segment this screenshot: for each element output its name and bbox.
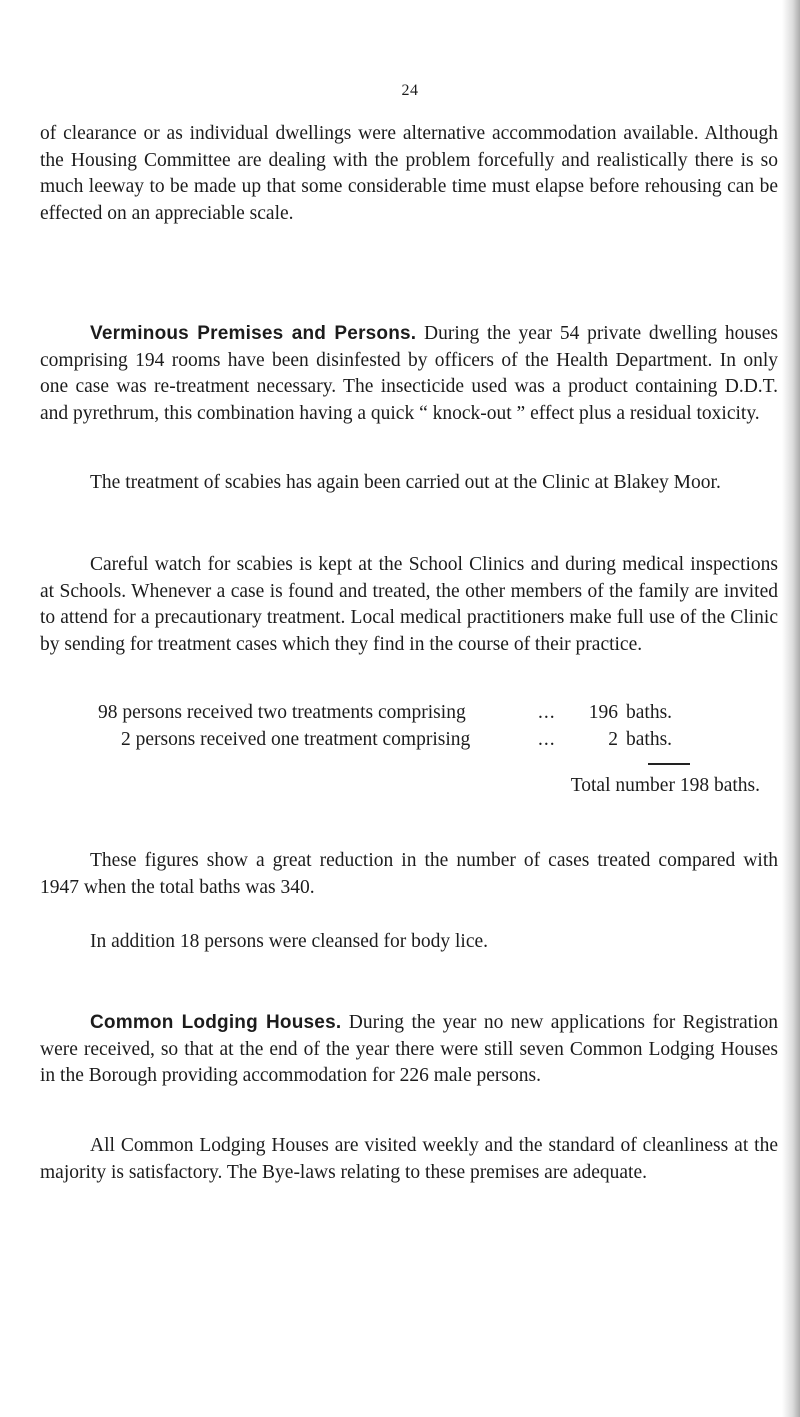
total-baths: Total number 198 baths. [570,775,760,796]
bath-row-unit: baths. [626,729,673,750]
bath-row-description: 2 persons received one treatment comprising [121,729,471,750]
paragraph-body-lice: In addition 18 persons were cleansed for body lice. [90,931,488,952]
bath-row-value: 2 [608,729,618,750]
bath-row-value: 196 [588,702,618,723]
page-edge-shadow [782,0,800,1417]
bath-row [98,700,778,726]
paragraph-figures: These figures show a great reduction in the number of cases treated compared with 1947 when the total baths was 340. [40,850,778,898]
heading-verminous-premises: Verminous Premises and Persons. [90,323,417,344]
heading-common-lodging-houses: Common Lodging Houses. [90,1012,342,1033]
paragraph-verminous-premises [40,321,778,427]
paragraph-clearance: of clearance or as individual dwellings were alternative accommodation available. Although the Housing Committee are dealing with the problem forcefully and realistically there is so much leeway to be made up that some considerable time must elapse before rehousing can be effected on an appreciable scale. [40,123,778,224]
bath-row-unit: baths. [626,702,673,723]
paragraph-weekly-visits: All Common Lodging Houses are visited weekly and the standard of cleanliness at the majority is satisfactory. The Bye-laws relating to these premises are adequate. [40,1135,778,1183]
verminous-premises-body: During the year 54 private dwelling houses comprising 194 rooms have been disinfested by officers of the Health Department. In only one case was re-treatment necessary. The insecticide used was a product containing D.D.T. and pyrethrum, this combination having a quick “ knock-out ” effect plus a residual toxicity. [40,323,778,424]
bath-row-leader: ... [538,729,556,750]
common-lodging-houses-body: During the year no new applications for Registration were received, so that at the end of the year there were still seven Common Lodging Houses in the Borough providing accommodation for 226 male persons. [40,1012,778,1086]
page-number: 24 [401,82,419,99]
bath-row-description: 98 persons received two treatments comprising [98,702,466,723]
bath-row-leader: ... [538,702,556,723]
paragraph-scabies-treatment: The treatment of scabies has again been carried out at the Clinic at Blakey Moor. [90,472,721,493]
paragraph-careful-watch: Careful watch for scabies is kept at the School Clinics and during medical inspections at Schools. Whenever a case is found and treated, the other members of the family are invited to attend for a precautionary treatment. Local medical practitioners make full use of the Clinic by sending for treatment cases which they find in the course of their practice. [40,554,778,655]
paragraph-common-lodging-houses [40,1010,778,1090]
bath-row [121,727,800,753]
total-rule [648,763,690,765]
